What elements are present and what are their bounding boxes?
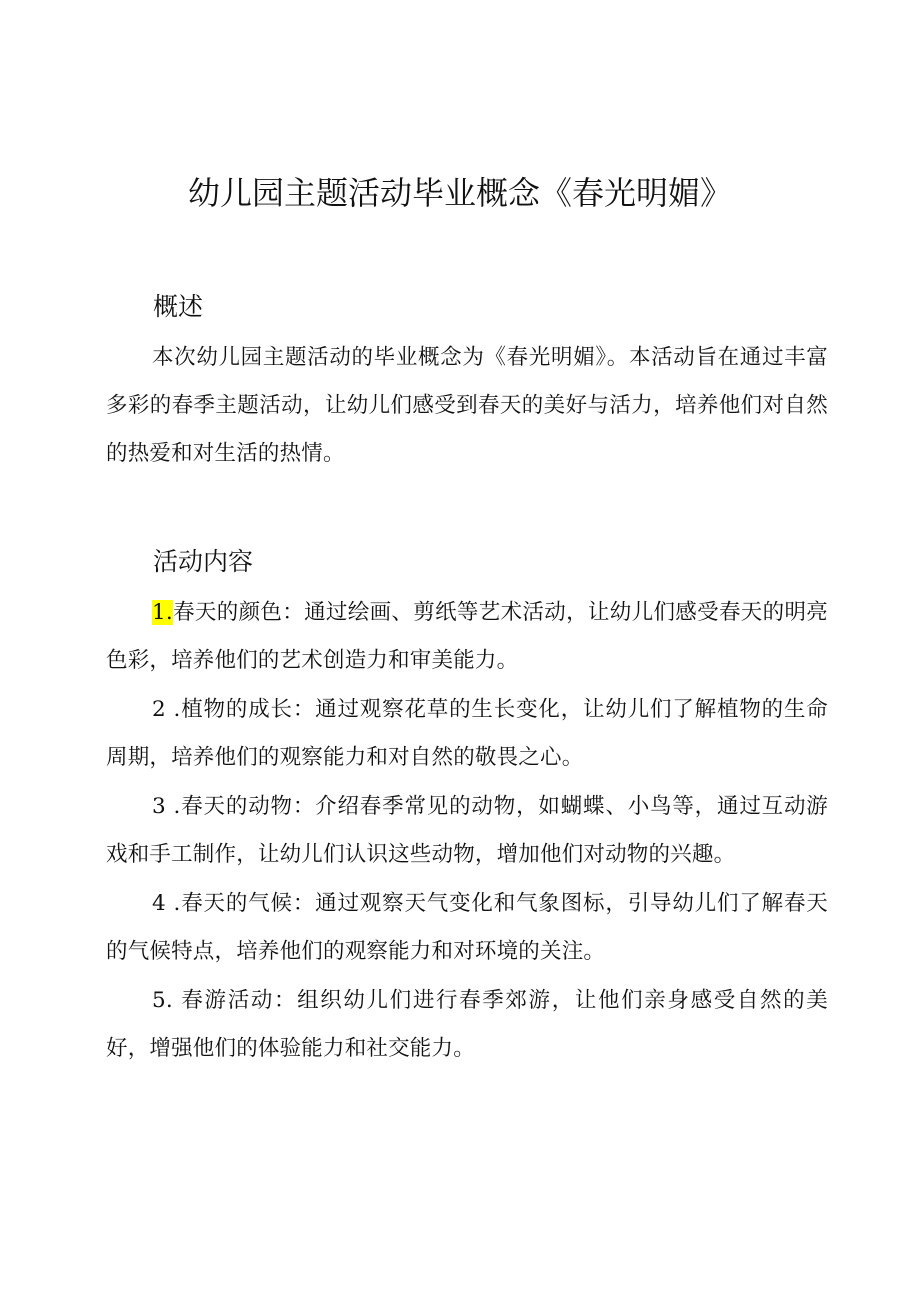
- item-text: 春天的颜色：通过绘画、剪纸等艺术活动，让幼儿们感受春天的明亮色彩，培养他们的艺术创造力和审美能力。: [106, 600, 828, 673]
- item-number-group: [152, 891, 181, 916]
- item-number-group: [152, 794, 181, 819]
- item-number: 1: [152, 600, 166, 625]
- item-text: 春天的动物：介绍春季常见的动物，如蝴蝶、小鸟等，通过互动游戏和手工制作，让幼儿们认识这些动物，增加他们对动物的兴趣。: [106, 794, 828, 867]
- item-number-group: [152, 697, 181, 722]
- item-number: 4: [152, 891, 166, 916]
- section-heading-overview: 概述: [153, 292, 204, 321]
- overview-paragraph: 本次幼儿园主题活动的毕业概念为《春光明媚》。本活动旨在通过丰富多彩的春季主题活动，让幼儿们感受到春天的美好与活力，培养他们对自然的热爱和对生活的热情。: [106, 345, 828, 466]
- item-number-separator: .: [165, 794, 181, 819]
- activity-item-5: [106, 977, 828, 1073]
- section-heading-activity-content: 活动内容: [153, 547, 254, 576]
- activity-item-3: [106, 783, 828, 879]
- item-number-highlight: [152, 600, 173, 625]
- item-text: 春游活动：组织幼儿们进行春季郊游，让他们亲身感受自然的美好，增强他们的体验能力和社交能力。: [106, 988, 828, 1061]
- item-text: 春天的气候：通过观察天气变化和气象图标，引导幼儿们了解春天的气候特点，培养他们的观察能力和对环境的关注。: [106, 891, 828, 964]
- item-text: 植物的成长：通过观察花草的生长变化，让幼儿们了解植物的生命周期，培养他们的观察能力和对自然的敬畏之心。: [106, 697, 828, 770]
- item-number: 5: [152, 988, 166, 1013]
- item-number-separator: .: [165, 600, 173, 625]
- document-title: 幼儿园主题活动毕业概念《春光明媚》: [187, 174, 732, 212]
- item-number-group: [152, 988, 181, 1013]
- item-number: 3: [152, 794, 166, 819]
- item-number-separator: .: [165, 697, 181, 722]
- item-number-separator: .: [165, 891, 181, 916]
- item-number: 2: [152, 697, 166, 722]
- activity-item-4: [106, 880, 828, 976]
- activity-item-2: [106, 686, 828, 782]
- item-number-separator: .: [165, 988, 182, 1013]
- activity-item-1: [106, 589, 828, 685]
